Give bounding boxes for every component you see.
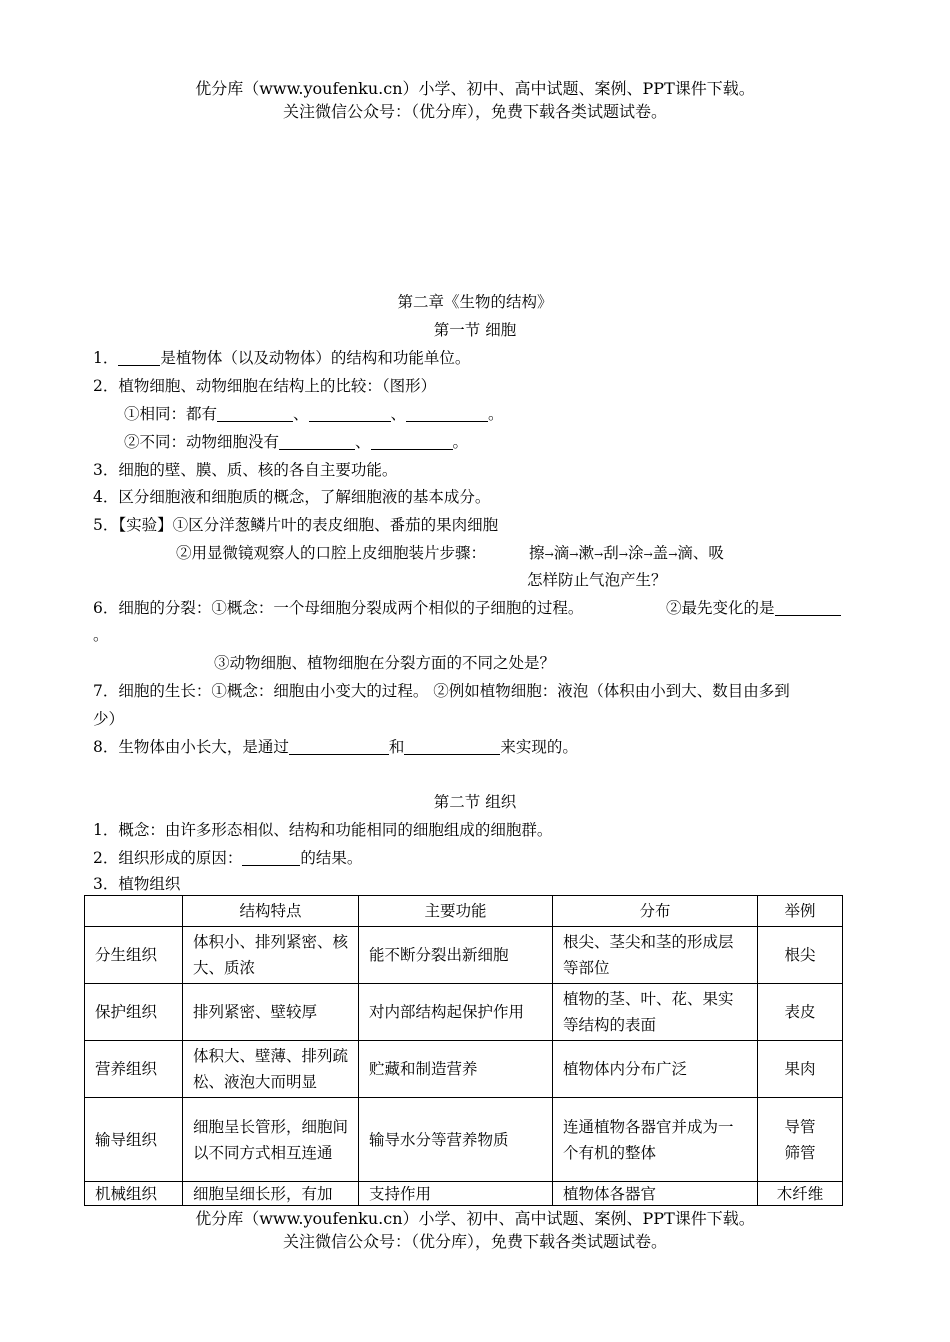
table-cell: 排列紧密、壁较厚 (183, 984, 359, 1041)
table-cell: 植物体内分布广泛 (553, 1041, 758, 1098)
blank-field (775, 600, 841, 616)
step: 盖 (652, 544, 669, 562)
table-row (85, 1041, 843, 1098)
item-8-pre: 8．生物体由小长大，是通过 (93, 738, 289, 756)
item-3: 3．细胞的壁、膜、质、核的各自主要功能。 (93, 461, 398, 479)
blank-field (289, 739, 389, 755)
item-2: 2．植物细胞、动物细胞在结构上的比较：（图形） (93, 377, 437, 395)
item-1 (93, 348, 470, 368)
step: 滴、吸 (677, 544, 724, 562)
step: 擦 (529, 544, 545, 562)
blank-field (118, 350, 160, 366)
section1-title: 第一节 细胞 (433, 321, 517, 339)
steps-sequence (529, 543, 724, 565)
item-5-b: ②用显微镜观察人的口腔上皮细胞装片步骤： (176, 544, 487, 562)
s2-item-2-post: 的结果。 (300, 849, 363, 867)
table-cell: 果肉 (758, 1041, 843, 1098)
item-7: 7．细胞的生长：①概念：细胞由小变大的过程。 ②例如植物细胞：液泡（体积由小到大、数目由多到 (93, 682, 790, 700)
item-4: 4．区分细胞液和细胞质的概念，了解细胞液的基本成分。 (93, 488, 491, 506)
s2-item-2-pre: 2．组织形成的原因： (93, 849, 243, 867)
table-cell: 输导水分等营养物质 (359, 1098, 553, 1182)
table-header-cell: 分布 (553, 896, 758, 927)
item-6-b-text: ②最先变化的是 (666, 599, 775, 617)
s2-item-2 (93, 848, 362, 868)
table-cell: 根尖 (758, 927, 843, 984)
table-cell: 分生组织 (85, 927, 183, 984)
table-cell: 能不断分裂出新细胞 (359, 927, 553, 984)
table-cell: 机械组织 (85, 1182, 183, 1206)
table-cell: 细胞呈细长形，有加 (183, 1182, 359, 1206)
s2-item-1: 1．概念：由许多形态相似、结构和功能相同的细胞组成的细胞群。 (93, 821, 553, 839)
arrow-icon: → (618, 548, 628, 561)
s2-item-3: 3．植物组织 (93, 875, 181, 893)
table-cell: 体积大、壁薄、排列疏松、液泡大而明显 (183, 1041, 359, 1098)
section2-title: 第二节 组织 (433, 793, 517, 811)
arrow-icon: → (593, 548, 604, 561)
table-row (85, 1182, 843, 1206)
table-header-cell (85, 896, 183, 927)
table-cell: 植物体各器官 (553, 1182, 758, 1206)
table-cell: 细胞呈长管形，细胞间以不同方式相互连通 (183, 1098, 359, 1182)
separator: 、 (355, 433, 371, 451)
table-cell: 木纤维 (758, 1182, 843, 1206)
table-cell: 表皮 (758, 984, 843, 1041)
footer-line-2: 关注微信公众号：（优分库），免费下载各类试题试卷。 (282, 1232, 667, 1251)
table-cell: 对内部结构起保护作用 (359, 984, 553, 1041)
table-cell: 贮藏和制造营养 (359, 1041, 553, 1098)
item-2-diff (124, 432, 468, 452)
header-line-1: 优分库（www.youfenku.cn）小学、初中、高中试题、案例、PPT课件下载。 (195, 79, 755, 98)
item-6-b (666, 598, 841, 618)
item-8 (93, 737, 578, 757)
separator: 、 (390, 405, 407, 423)
arrow-icon: → (544, 548, 554, 561)
blank-field (404, 739, 500, 755)
item-1-text: 是植物体（以及动物体）的结构和功能单位。 (160, 349, 471, 367)
blank-field (217, 406, 293, 422)
item-2-diff-label: ②不同：动物细胞没有 (124, 433, 280, 451)
arrow-icon: → (643, 548, 653, 561)
step: 刮 (603, 544, 619, 562)
footer-line-1: 优分库（www.youfenku.cn）小学、初中、高中试题、案例、PPT课件下载。 (195, 1209, 755, 1228)
table-cell: 体积小、排列紧密、核大、质浓 (183, 927, 359, 984)
table-cell: 营养组织 (85, 1041, 183, 1098)
blank-field (371, 434, 453, 450)
header-line-2: 关注微信公众号：（优分库），免费下载各类试题试卷。 (282, 102, 667, 121)
table-cell: 导管 筛管 (758, 1098, 843, 1182)
table-cell: 输导组织 (85, 1098, 183, 1182)
blank-field (406, 406, 488, 422)
table-header-row (85, 896, 843, 927)
item-5: 5．【实验】①区分洋葱鳞片叶的表皮细胞、番茄的果肉细胞 (93, 516, 499, 534)
step: 滴 (553, 544, 570, 562)
table-cell: 支持作用 (359, 1182, 553, 1206)
table-row (85, 1098, 843, 1182)
step: 涂 (627, 544, 644, 562)
table-cell: 植物的茎、叶、花、果实等结构的表面 (553, 984, 758, 1041)
chapter-title: 第二章《生物的结构》 (397, 293, 553, 311)
period: 。 (452, 433, 469, 451)
item-2-same (124, 404, 504, 424)
blank-field (309, 406, 391, 422)
item-6: 6．细胞的分裂：①概念：一个母细胞分裂成两个相似的子细胞的过程。 (93, 599, 584, 617)
table-header-cell: 举例 (758, 896, 843, 927)
period: 。 (488, 405, 504, 423)
blank-field (279, 434, 355, 450)
item-8-and: 和 (388, 738, 405, 756)
plant-tissue-table (84, 895, 843, 1206)
table-cell: 连通植物各器官并成为一个有机的整体 (553, 1098, 758, 1182)
step: 漱 (578, 544, 594, 562)
table-header-cell: 主要功能 (359, 896, 553, 927)
separator: 、 (293, 405, 309, 423)
item-6-end: 。 (93, 626, 109, 644)
table-header-cell: 结构特点 (183, 896, 359, 927)
table-cell: 根尖、茎尖和茎的形成层等部位 (553, 927, 758, 984)
item-2-same-label: ①相同：都有 (124, 405, 218, 423)
table-row (85, 984, 843, 1041)
item-6-c: ③动物细胞、植物细胞在分裂方面的不同之处是？ (214, 654, 556, 672)
arrow-icon: → (668, 548, 678, 561)
table-cell: 保护组织 (85, 984, 183, 1041)
item-1-number: 1． (93, 349, 119, 367)
arrow-icon: → (569, 548, 579, 561)
table-row (85, 927, 843, 984)
item-7-cont: 少） (93, 710, 125, 728)
item-5-question: 怎样防止气泡产生？ (527, 571, 667, 589)
blank-field (242, 850, 300, 866)
item-8-post: 来实现的。 (500, 738, 578, 756)
